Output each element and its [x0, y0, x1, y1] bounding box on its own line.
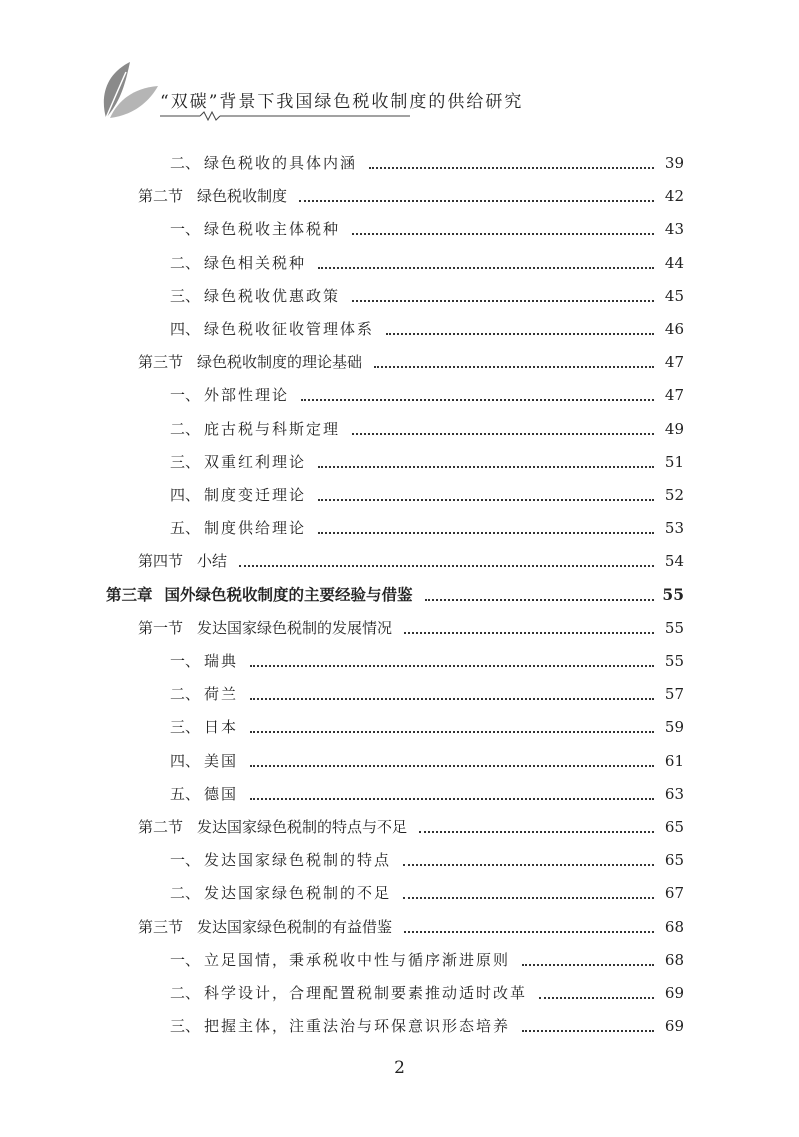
toc-entry-number: 三、 [170, 452, 201, 471]
toc-entry-number: 一、 [170, 386, 201, 405]
toc-entry-page: 44 [664, 253, 684, 272]
toc-entry-page: 39 [664, 154, 684, 172]
toc-entry[interactable] [170, 312, 684, 340]
toc-entry-title: 瑞典 [204, 652, 239, 670]
toc-entry-number: 五、 [170, 519, 201, 538]
toc-entry[interactable] [170, 744, 684, 772]
dot-leader [369, 167, 654, 169]
toc-entry-number: 一、 [170, 950, 201, 969]
header-title: “双碳”背景下我国绿色税收制度的供给研究 [160, 92, 524, 112]
toc-entry[interactable] [106, 578, 684, 606]
dot-leader [539, 997, 654, 999]
dot-leader [352, 233, 654, 235]
toc-entry-number: 三、 [170, 1017, 201, 1036]
toc-entry-number: 第三节 [138, 917, 184, 936]
dot-leader [250, 698, 654, 700]
dot-leader [403, 864, 654, 866]
toc-entry-page: 43 [664, 220, 684, 239]
dot-leader [301, 399, 654, 401]
running-header [0, 0, 799, 140]
toc-entry-page: 57 [664, 685, 684, 704]
toc-entry-title: 制度变迁理论 [204, 486, 307, 504]
toc-entry-number: 三、 [170, 286, 201, 305]
toc-entry[interactable] [170, 943, 684, 971]
toc-entry[interactable] [170, 644, 684, 672]
toc-entry-page: 47 [664, 386, 684, 405]
toc-entry[interactable] [170, 412, 684, 440]
toc-entry[interactable] [170, 279, 684, 307]
toc-entry[interactable] [170, 843, 684, 871]
toc-entry[interactable] [170, 710, 684, 738]
toc-entry-number: 第三节 [138, 353, 184, 372]
toc-entry-title: 绿色税收主体税种 [204, 220, 341, 239]
dot-leader [250, 731, 654, 733]
toc-entry-number: 第一节 [138, 618, 184, 637]
toc-entry-number: 第三章 [106, 584, 153, 604]
dot-leader [299, 200, 654, 202]
toc-entry-title: 绿色税收制度 [197, 187, 288, 206]
toc-entry-title: 发达国家绿色税制的不足 [204, 884, 392, 903]
toc-entry-number: 一、 [170, 652, 201, 670]
toc-entry-number: 二、 [170, 884, 201, 903]
dot-leader [318, 466, 654, 468]
toc-entry-page: 63 [664, 784, 684, 803]
dot-leader [250, 665, 654, 667]
toc-entry-number: 第四节 [138, 552, 184, 571]
toc-entry-number: 第二节 [138, 818, 184, 836]
toc-entry-page: 65 [664, 818, 684, 836]
toc-entry-title: 绿色相关税种 [204, 253, 307, 272]
toc-entry-page: 47 [664, 353, 684, 372]
toc-entry-number: 第二节 [138, 187, 184, 206]
toc-entry[interactable] [170, 511, 684, 539]
toc-entry-title: 外部性理论 [204, 386, 290, 405]
toc-entry-page: 46 [664, 320, 684, 338]
toc-entry[interactable] [138, 345, 684, 373]
toc-entry-page: 68 [664, 950, 684, 969]
toc-entry-title: 绿色税收优惠政策 [204, 286, 341, 305]
toc-entry-page: 49 [664, 419, 684, 438]
dot-leader [250, 798, 654, 800]
toc-entry[interactable] [138, 179, 684, 207]
dot-leader [404, 632, 654, 634]
dot-leader [419, 831, 654, 833]
toc-entry-number: 四、 [170, 486, 201, 504]
toc-entry[interactable] [170, 1009, 684, 1037]
toc-entry-number: 五、 [170, 784, 201, 803]
toc-entry-page: 69 [664, 984, 684, 1002]
toc-entry-page: 55 [664, 618, 684, 637]
dot-leader [404, 931, 654, 933]
dot-leader [250, 765, 654, 767]
toc-entry[interactable] [138, 810, 684, 838]
toc-entry-page: 55 [662, 584, 684, 604]
toc-entry-page: 67 [664, 884, 684, 903]
toc-entry-number: 二、 [170, 154, 201, 172]
toc-entry-title: 日本 [204, 718, 239, 737]
toc-entry-title: 美国 [204, 751, 239, 770]
toc-entry[interactable] [138, 611, 684, 639]
toc-entry-page: 42 [664, 187, 684, 206]
page-number: 2 [394, 1058, 405, 1078]
toc-entry[interactable] [170, 146, 684, 174]
toc-entry[interactable] [170, 777, 684, 805]
toc-entry-title: 绿色税收制度的理论基础 [197, 353, 363, 372]
dot-leader [239, 565, 654, 567]
toc-entry-page: 53 [664, 519, 684, 538]
toc-entry[interactable] [170, 677, 684, 705]
toc-entry-title: 德国 [204, 784, 239, 803]
toc-entry-title: 科学设计，合理配置税制要素推动适时改革 [204, 984, 528, 1002]
dot-leader [386, 333, 654, 335]
toc-entry-title: 双重红利理论 [204, 452, 307, 471]
toc-entry-page: 51 [664, 452, 684, 471]
toc-entry[interactable] [170, 246, 684, 274]
toc-entry-number: 二、 [170, 984, 201, 1002]
toc-entry[interactable] [170, 212, 684, 240]
toc-entry-number: 二、 [170, 685, 201, 704]
toc-entry-title: 制度供给理论 [204, 519, 307, 538]
dot-leader [374, 366, 654, 368]
toc-entry-page: 69 [664, 1017, 684, 1036]
toc-entry-title: 发达国家绿色税制的特点与不足 [197, 818, 408, 836]
toc-entry-title: 发达国家绿色税制的有益借鉴 [197, 917, 393, 936]
toc-entry[interactable] [170, 478, 684, 506]
toc-entry-title: 绿色税收的具体内涵 [204, 154, 358, 172]
toc-entry-page: 54 [664, 552, 684, 571]
toc-entry-page: 52 [664, 486, 684, 504]
header-divider [160, 109, 410, 123]
toc-entry-page: 55 [664, 652, 684, 670]
toc-entry[interactable] [138, 910, 684, 938]
toc-entry[interactable] [138, 544, 684, 572]
dot-leader [318, 267, 654, 269]
toc-entry-title: 发达国家绿色税制的特点 [204, 851, 392, 870]
toc-entry-number: 一、 [170, 851, 201, 870]
toc-entry-title: 绿色税收征收管理体系 [204, 320, 375, 338]
toc-entry-page: 65 [664, 851, 684, 870]
dot-leader [522, 964, 654, 966]
dot-leader [318, 532, 654, 534]
toc-entry-title: 把握主体，注重法治与环保意识形态培养 [204, 1017, 511, 1036]
toc-entry-number: 一、 [170, 220, 201, 239]
dot-leader [403, 897, 654, 899]
toc-entry-title: 国外绿色税收制度的主要经验与借鉴 [164, 584, 413, 604]
toc-entry[interactable] [170, 976, 684, 1004]
toc-entry[interactable] [170, 876, 684, 904]
dot-leader [425, 599, 654, 601]
toc-entry[interactable] [170, 445, 684, 473]
dot-leader [522, 1030, 654, 1032]
toc-entry-title: 荷兰 [204, 685, 239, 704]
toc-entry[interactable] [170, 378, 684, 406]
toc-entry-page: 45 [664, 286, 684, 305]
toc-entry-number: 二、 [170, 253, 201, 272]
dot-leader [352, 433, 654, 435]
toc-entry-page: 61 [664, 751, 684, 770]
toc-entry-page: 59 [664, 718, 684, 737]
toc-entry-title: 立足国情，秉承税收中性与循序渐进原则 [204, 950, 511, 969]
toc-entry-title: 小结 [197, 552, 228, 571]
dot-leader [318, 499, 654, 501]
toc-entry-title: 庇古税与科斯定理 [204, 419, 341, 438]
toc-entry-title: 发达国家绿色税制的发展情况 [197, 618, 393, 637]
toc-entry-number: 二、 [170, 419, 201, 438]
dot-leader [352, 300, 654, 302]
toc-entry-number: 四、 [170, 751, 201, 770]
toc-entry-page: 68 [664, 917, 684, 936]
leaf-logo-icon [96, 60, 160, 120]
toc-entry-number: 四、 [170, 320, 201, 338]
toc-entry-number: 三、 [170, 718, 201, 737]
